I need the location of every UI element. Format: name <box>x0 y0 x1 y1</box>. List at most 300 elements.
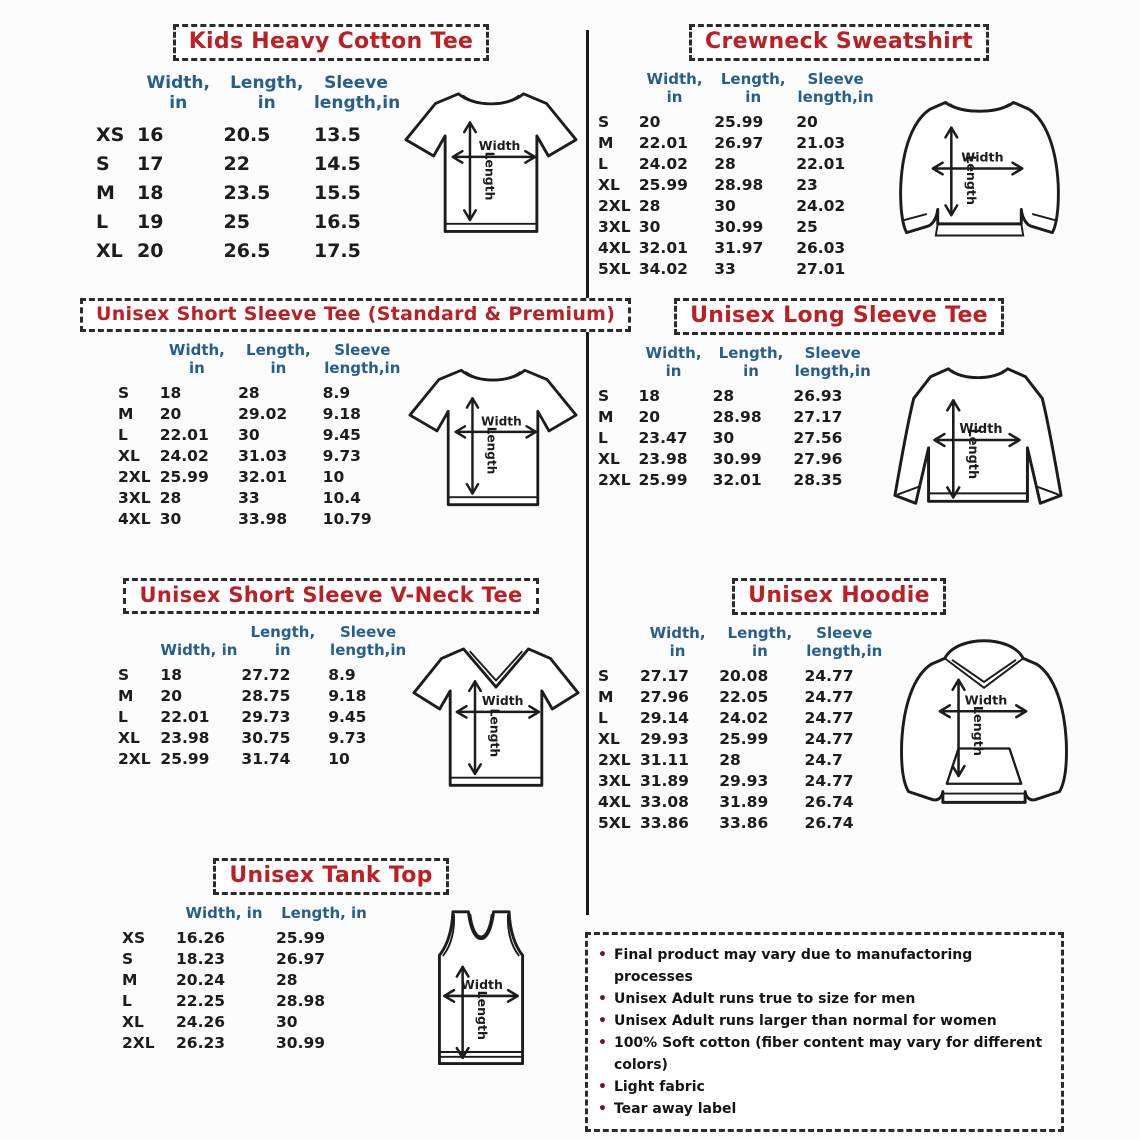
size-row <box>596 686 886 707</box>
length-cell: 28 <box>719 750 741 769</box>
bullet-icon: • <box>598 947 607 963</box>
vneck-diagram <box>410 626 582 793</box>
section-title-text: Kids Heavy Cotton Tee <box>188 29 474 54</box>
size-row <box>596 216 877 237</box>
sleeve-cell: 26.03 <box>796 238 846 257</box>
col-header-width: Width, in <box>649 624 706 660</box>
section-title <box>80 298 631 332</box>
note-text: Tear away label <box>613 1101 737 1117</box>
size-cell: L <box>96 210 109 233</box>
size-row <box>596 665 886 686</box>
width-cell: 20 <box>638 407 661 426</box>
width-cell: 18 <box>137 181 164 204</box>
length-label: Length <box>965 428 981 480</box>
length-cell: 31.74 <box>241 749 291 768</box>
size-cell: XS <box>96 123 125 146</box>
header-row <box>596 70 877 111</box>
width-cell: 30 <box>159 509 182 528</box>
size-cell: 4XL <box>118 509 151 528</box>
col-header-length: Length, in <box>230 73 304 113</box>
bullet-icon: • <box>598 1079 607 1095</box>
size-cell: 2XL <box>598 750 631 769</box>
section-title <box>123 578 538 614</box>
length-cell: 29.02 <box>238 404 288 423</box>
size-cell: 2XL <box>118 467 151 486</box>
size-row <box>596 728 886 749</box>
length-label: Length <box>963 155 979 205</box>
length-cell: 33.86 <box>719 813 769 832</box>
col-header-size <box>94 73 135 120</box>
length-cell: 25.99 <box>719 729 769 748</box>
col-header-length: Length, in <box>281 904 367 922</box>
width-label: Width <box>478 138 521 154</box>
size-row <box>596 237 877 258</box>
size-cell: XL <box>96 239 123 262</box>
sleeve-cell: 24.7 <box>804 750 843 769</box>
size-cell: M <box>118 404 134 423</box>
length-cell: 33 <box>714 259 736 278</box>
length-cell: 31.03 <box>238 446 288 465</box>
size-row <box>94 236 400 265</box>
length-cell: 28.75 <box>241 686 291 705</box>
size-cell: 2XL <box>118 749 151 768</box>
size-row <box>120 927 374 948</box>
sleeve-cell: 28.35 <box>793 470 843 489</box>
sleeve-cell: 9.45 <box>328 707 367 726</box>
length-cell: 30.99 <box>276 1033 326 1052</box>
size-row <box>596 174 877 195</box>
section-title-text: Unisex Long Sleeve Tee <box>690 303 988 328</box>
size-cell: 2XL <box>598 470 631 489</box>
size-cell: S <box>598 386 610 405</box>
col-header-sleeve: Sleeve length,in <box>806 624 883 660</box>
size-table <box>94 73 400 265</box>
size-cell: L <box>598 428 608 447</box>
size-row <box>116 685 410 706</box>
sleeve-cell: 10 <box>322 467 345 486</box>
length-cell: 26.97 <box>276 949 326 968</box>
length-label: Length <box>482 151 498 201</box>
sleeve-cell: 9.45 <box>322 425 361 444</box>
size-row <box>596 385 874 406</box>
size-cell: L <box>122 991 132 1010</box>
width-cell: 32.01 <box>638 238 688 257</box>
length-cell: 28 <box>712 386 735 405</box>
length-cell: 28.98 <box>712 407 762 426</box>
size-row <box>120 948 374 969</box>
size-cell: XL <box>118 728 140 747</box>
sleeve-cell: 9.73 <box>322 446 361 465</box>
size-cell: L <box>118 425 128 444</box>
size-table <box>120 904 374 1053</box>
col-header-width: Width, in <box>185 904 263 922</box>
width-cell: 33.86 <box>639 813 689 832</box>
size-row <box>116 445 404 466</box>
length-cell: 30.99 <box>712 449 762 468</box>
size-cell: XL <box>598 729 620 748</box>
bullet-icon: • <box>598 1101 607 1117</box>
size-cell: S <box>598 112 610 131</box>
size-row <box>116 403 404 424</box>
size-row <box>120 990 374 1011</box>
sleeve-cell: 10.79 <box>322 509 372 528</box>
size-cell: S <box>598 666 610 685</box>
collar-inner-line <box>954 107 1005 111</box>
col-header-width: Width, in <box>645 344 702 380</box>
length-cell: 22 <box>223 152 250 175</box>
header-row <box>116 341 404 382</box>
note-item <box>598 1098 1051 1120</box>
width-cell: 20 <box>638 112 661 131</box>
width-cell: 22.01 <box>638 133 688 152</box>
size-row <box>596 427 874 448</box>
note-item <box>598 1032 1051 1076</box>
size-row <box>94 207 400 236</box>
sleeve-cell: 26.93 <box>793 386 843 405</box>
width-cell: 25.99 <box>159 467 209 486</box>
width-cell: 16 <box>137 123 164 146</box>
size-row <box>596 153 877 174</box>
length-cell: 22.05 <box>719 687 769 706</box>
sleeve-cell: 16.5 <box>313 210 361 233</box>
note-item <box>598 944 1051 988</box>
size-row <box>596 770 886 791</box>
size-row <box>596 132 877 153</box>
sleeve-cell: 15.5 <box>313 181 361 204</box>
col-header-size <box>116 623 158 664</box>
length-label: Length <box>970 705 986 756</box>
width-cell: 22.01 <box>160 707 210 726</box>
length-cell: 26.97 <box>714 133 764 152</box>
sleeve-cell: 10.4 <box>322 488 361 507</box>
size-cell: XL <box>118 446 140 465</box>
crewneck-diagram <box>877 83 1082 253</box>
width-cell: 24.02 <box>159 446 209 465</box>
section-title-text: Unisex Short Sleeve V-Neck Tee <box>139 583 523 607</box>
section-title-text: Unisex Tank Top <box>229 863 433 888</box>
sleeve-cell: 9.18 <box>322 404 361 423</box>
size-table <box>116 623 410 769</box>
bullet-icon: • <box>598 1013 607 1029</box>
sleeve-cell: 9.18 <box>328 686 367 705</box>
sleeve-cell: 8.9 <box>328 665 356 684</box>
header-row <box>596 624 886 665</box>
length-cell: 26.5 <box>223 239 271 262</box>
hoodie-diagram <box>886 629 1082 820</box>
length-label: Length <box>487 708 503 758</box>
size-row <box>120 1011 374 1032</box>
length-cell: 28 <box>714 154 736 173</box>
width-cell: 30 <box>638 217 661 236</box>
size-row <box>596 469 874 490</box>
col-header-sleeve: Sleeve length,in <box>797 70 874 106</box>
width-label: Width <box>481 693 524 709</box>
size-table <box>596 624 886 833</box>
size-row <box>94 149 400 178</box>
kids-tee-diagram <box>400 69 582 241</box>
size-cell: XS <box>122 928 146 947</box>
section-title <box>213 858 448 895</box>
sleeve-cell: 26.74 <box>804 813 854 832</box>
section-title-text: Crewneck Sweatshirt <box>705 29 973 54</box>
width-cell: 28 <box>638 196 661 215</box>
width-label: Width <box>961 149 1004 165</box>
width-cell: 25.99 <box>638 470 688 489</box>
length-cell: 29.93 <box>719 771 769 790</box>
header-row <box>120 904 374 927</box>
sleeve-cell: 20 <box>796 112 818 131</box>
col-header-size <box>116 341 158 382</box>
size-cell: 3XL <box>598 217 631 236</box>
length-cell: 30 <box>238 425 260 444</box>
section-title <box>732 578 946 615</box>
sleeve-cell: 10 <box>328 749 350 768</box>
size-cell: M <box>96 181 115 204</box>
size-cell: L <box>598 708 608 727</box>
size-row <box>596 749 886 770</box>
col-header-width: Width, in <box>146 73 210 113</box>
size-row <box>596 791 886 812</box>
size-row <box>596 258 877 279</box>
section-crewneck-sweatshirt <box>596 24 1082 279</box>
size-cell: L <box>118 707 128 726</box>
width-cell: 25.99 <box>160 749 210 768</box>
length-cell: 29.73 <box>241 707 291 726</box>
length-cell: 27.72 <box>241 665 291 684</box>
col-header-sleeve: Sleeve length,in <box>313 73 401 113</box>
width-cell: 24.02 <box>638 154 688 173</box>
note-text: Light fabric <box>613 1079 705 1095</box>
size-cell: 2XL <box>598 196 631 215</box>
size-cell: 3XL <box>598 771 631 790</box>
length-cell: 28.98 <box>276 991 326 1010</box>
width-cell: 28 <box>159 488 182 507</box>
sleeve-cell: 24.77 <box>804 666 854 685</box>
width-cell: 19 <box>137 210 164 233</box>
size-cell: S <box>118 665 130 684</box>
section-title <box>173 24 490 61</box>
section-title <box>674 298 1004 335</box>
length-cell: 31.89 <box>719 792 769 811</box>
length-cell: 30 <box>714 196 736 215</box>
size-cell: M <box>598 687 614 706</box>
width-cell: 24.26 <box>176 1012 226 1031</box>
size-row <box>596 195 877 216</box>
size-cell: XL <box>598 449 620 468</box>
section-title-text: Unisex Hoodie <box>748 583 930 608</box>
width-cell: 27.96 <box>639 687 689 706</box>
product-notes-box <box>585 932 1064 1132</box>
sleeve-cell: 24.77 <box>804 729 854 748</box>
width-cell: 20 <box>160 686 182 705</box>
sleeve-cell: 22.01 <box>796 154 846 173</box>
width-cell: 18 <box>159 383 182 402</box>
bullet-icon: • <box>598 1035 607 1051</box>
length-cell: 31.97 <box>714 238 764 257</box>
sleeve-cell: 14.5 <box>313 152 361 175</box>
size-table <box>116 341 404 529</box>
size-cell: S <box>118 383 130 402</box>
length-cell: 23.5 <box>223 181 271 204</box>
size-cell: M <box>122 970 138 989</box>
size-row <box>116 508 404 529</box>
size-row <box>596 111 877 132</box>
width-cell: 31.89 <box>639 771 689 790</box>
size-row <box>116 466 404 487</box>
sleeve-cell: 27.01 <box>796 259 846 278</box>
section-unisex-short-sleeve-tee <box>80 298 616 529</box>
sleeve-cell: 9.73 <box>328 728 367 747</box>
width-cell: 23.47 <box>638 428 688 447</box>
size-row <box>120 1032 374 1053</box>
col-header-sleeve: Sleeve length,in <box>324 341 401 377</box>
size-row <box>116 664 410 685</box>
size-cell: XL <box>122 1012 144 1031</box>
size-cell: M <box>598 133 614 152</box>
size-cell: 5XL <box>598 813 631 832</box>
col-header-width: Width, in <box>646 70 703 106</box>
length-cell: 20.08 <box>719 666 769 685</box>
col-header-length: Length, in <box>718 344 784 380</box>
sleeve-cell: 27.17 <box>793 407 843 426</box>
section-unisex-long-sleeve-tee <box>596 298 1082 529</box>
sleeve-cell: 23 <box>796 175 818 194</box>
width-label: Width <box>964 693 1008 709</box>
width-cell: 29.93 <box>639 729 689 748</box>
size-cell: 2XL <box>122 1033 155 1052</box>
length-cell: 28 <box>238 383 260 402</box>
sleeve-cell: 24.02 <box>796 196 846 215</box>
length-cell: 25.99 <box>714 112 764 131</box>
length-label: Length <box>484 426 499 475</box>
sleeve-cell: 27.56 <box>793 428 843 447</box>
length-cell: 24.02 <box>719 708 769 727</box>
size-row <box>116 487 404 508</box>
width-cell: 22.01 <box>159 425 209 444</box>
width-cell: 20 <box>159 404 182 423</box>
long-sleeve-diagram <box>874 351 1082 529</box>
width-cell: 23.98 <box>638 449 688 468</box>
section-unisex-vneck-tee <box>80 578 582 793</box>
sleeve-cell: 27.96 <box>793 449 843 468</box>
sleeve-cell: 24.77 <box>804 771 854 790</box>
sleeve-cell: 24.77 <box>804 708 854 727</box>
col-header-length: Length, in <box>720 70 786 106</box>
header-row <box>596 344 874 385</box>
col-header-size <box>120 904 174 927</box>
header-row <box>116 623 410 664</box>
standard-tee-diagram <box>404 346 582 514</box>
col-header-size <box>596 344 637 385</box>
col-header-sleeve: Sleeve length,in <box>330 623 407 659</box>
length-cell: 30 <box>712 428 735 447</box>
section-title <box>689 24 989 61</box>
width-label: Width <box>460 977 503 993</box>
size-row <box>120 969 374 990</box>
sleeve-cell: 8.9 <box>322 383 351 402</box>
width-cell: 27.17 <box>639 666 689 685</box>
length-cell: 30.75 <box>241 728 291 747</box>
col-header-length: Length, in <box>727 624 793 660</box>
width-cell: 18 <box>160 665 182 684</box>
section-kids-heavy-cotton-tee <box>80 24 582 265</box>
size-row <box>116 748 410 769</box>
length-cell: 33.98 <box>238 509 288 528</box>
width-cell: 18.23 <box>176 949 226 968</box>
size-row <box>116 382 404 403</box>
size-cell: 3XL <box>118 488 151 507</box>
length-cell: 32.01 <box>712 470 762 489</box>
width-cell: 23.98 <box>160 728 210 747</box>
width-cell: 18 <box>638 386 661 405</box>
col-header-length: Length, in <box>250 623 316 659</box>
width-cell: 29.14 <box>639 708 689 727</box>
width-cell: 17 <box>137 152 164 175</box>
column-divider <box>586 30 589 915</box>
size-row <box>596 707 886 728</box>
size-row <box>94 120 400 149</box>
sleeve-cell: 17.5 <box>313 239 361 262</box>
size-cell: 4XL <box>598 238 631 257</box>
hem-band <box>936 224 1023 236</box>
note-item <box>598 988 1051 1010</box>
size-cell: 4XL <box>598 792 631 811</box>
section-unisex-hoodie <box>596 578 1082 833</box>
size-cell: S <box>122 949 134 968</box>
note-text: Unisex Adult runs larger than normal for women <box>613 1013 997 1029</box>
length-label: Length <box>475 990 491 1040</box>
col-header-size <box>596 624 638 665</box>
size-table <box>596 70 877 279</box>
width-cell: 16.26 <box>176 928 226 947</box>
size-cell: M <box>598 407 614 426</box>
size-row <box>116 424 404 445</box>
length-cell: 28 <box>276 970 298 989</box>
note-text: Unisex Adult runs true to size for men <box>613 991 916 1007</box>
size-row <box>596 448 874 469</box>
length-cell: 28.98 <box>714 175 764 194</box>
section-unisex-tank-top <box>80 858 582 1081</box>
note-text: 100% Soft cotton (fiber content may vary for different colors) <box>613 1035 1043 1073</box>
col-header-sleeve: Sleeve length,in <box>794 344 871 380</box>
col-header-length: Length, in <box>246 341 311 377</box>
header-row <box>94 73 400 120</box>
size-cell: L <box>598 154 608 173</box>
length-cell: 30.99 <box>714 217 764 236</box>
size-row <box>596 406 874 427</box>
length-cell: 25 <box>223 210 250 233</box>
sleeve-cell: 25 <box>796 217 818 236</box>
length-cell: 20.5 <box>223 123 271 146</box>
width-cell: 25.99 <box>638 175 688 194</box>
bullet-icon: • <box>598 991 607 1007</box>
note-text: Final product may vary due to manufactoring processes <box>613 947 973 985</box>
width-cell: 26.23 <box>176 1033 226 1052</box>
size-cell: 5XL <box>598 259 631 278</box>
length-cell: 32.01 <box>238 467 288 486</box>
width-cell: 22.25 <box>176 991 226 1010</box>
length-cell: 25.99 <box>276 928 326 947</box>
section-title-text: Unisex Short Sleeve Tee (Standard & Premium) <box>96 303 616 325</box>
size-cell: M <box>118 686 134 705</box>
size-row <box>116 727 410 748</box>
note-item <box>598 1010 1051 1032</box>
sleeve-cell: 24.77 <box>804 687 854 706</box>
col-header-size <box>596 70 637 111</box>
col-header-width: Width, in <box>168 341 225 377</box>
size-table <box>596 344 874 490</box>
width-label: Width <box>481 414 522 429</box>
